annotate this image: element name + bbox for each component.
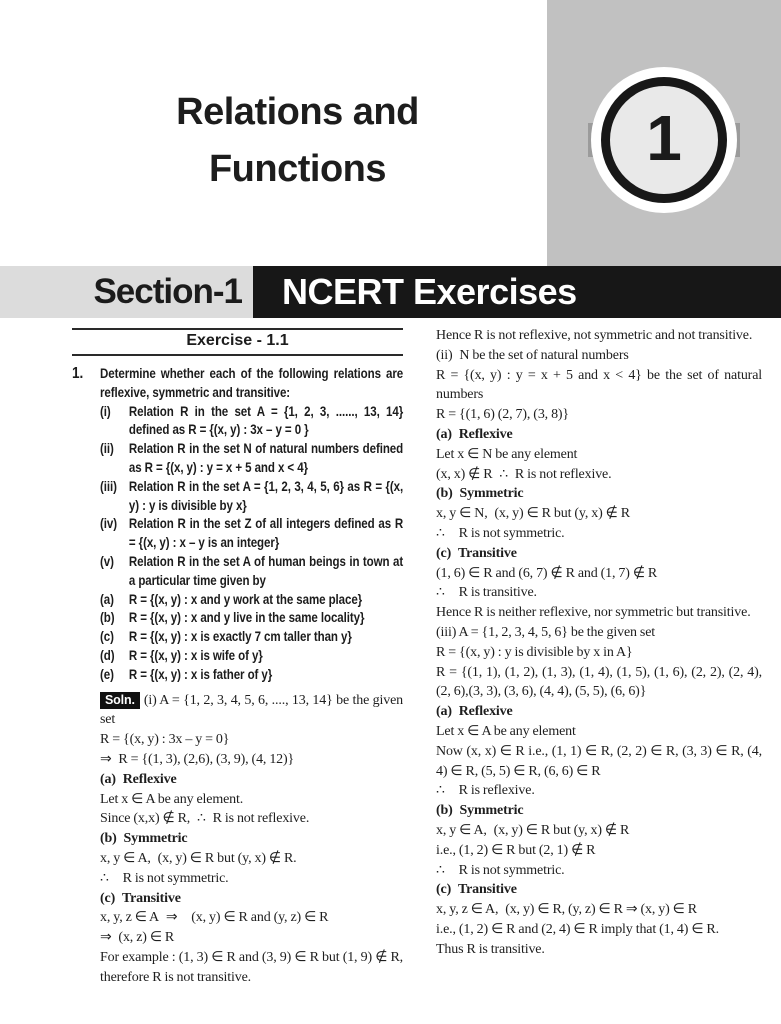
solution-label-badge: Soln. bbox=[100, 692, 140, 709]
solution-line: R = {(1, 1), (1, 2), (1, 3), (1, 4), (1, 5), (1, 6), (2, 2), (2, 4), (2, 6),(3, 3), (3, 6), (4, 4), (5, 5), (6, 6)} bbox=[436, 664, 762, 700]
solution-line: (a) Reflexive bbox=[436, 704, 513, 720]
solution-line: R = {(x, y) : y is divisible by x in A} bbox=[436, 644, 633, 660]
solution-line: ⇒ R = {(1, 3), (2,6), (3, 9), (4, 12)} bbox=[100, 751, 295, 767]
solution-line: (b) Symmetric bbox=[436, 803, 524, 819]
solution-line: x, y ∈ A, (x, y) ∈ R but (y, x) ∉ R. bbox=[100, 850, 297, 866]
solution-block bbox=[100, 691, 403, 988]
exercise-heading: Exercise - 1.1 bbox=[72, 328, 403, 356]
question-part-marker: (ii) bbox=[100, 441, 114, 457]
chapter-number-badge bbox=[601, 77, 727, 203]
solution-line: (ii) N be the set of natural numbers bbox=[436, 347, 629, 363]
question-part bbox=[100, 515, 403, 553]
question-part-marker: (c) bbox=[100, 629, 114, 645]
question-part-text: R = {(x, y) : x and y live in the same locality} bbox=[128, 610, 365, 626]
section-title: NCERT Exercises bbox=[253, 266, 781, 318]
question-parts bbox=[100, 403, 403, 685]
question-part bbox=[100, 647, 403, 666]
chapter-number: 1 bbox=[646, 102, 682, 174]
solution-line: R = {(x, y) : y = x + 5 and x < 4} be the set of natural numbers bbox=[436, 367, 762, 403]
question-part-text: R = {(x, y) : x is exactly 7 cm taller than y} bbox=[128, 629, 352, 645]
question-part bbox=[100, 609, 403, 628]
solution-line: ∴ R is not symmetric. bbox=[100, 870, 229, 886]
solution-line: (iii) A = {1, 2, 3, 4, 5, 6} be the given set bbox=[436, 624, 656, 640]
question-part-marker: (v) bbox=[100, 553, 114, 569]
solution-line: Hence R is neither reflexive, nor symmetric but transitive. bbox=[436, 605, 751, 621]
solution-intro-line bbox=[100, 691, 403, 731]
solution-line: ∴ R is reflexive. bbox=[436, 783, 535, 799]
question-part-marker: (iv) bbox=[100, 516, 117, 532]
solution-line: (c) Transitive bbox=[436, 882, 517, 898]
solution-line: ∴ R is not symmetric. bbox=[436, 862, 565, 878]
right-column bbox=[436, 326, 762, 960]
solution-line: i.e., (1, 2) ∈ R but (2, 1) ∉ R bbox=[436, 842, 596, 858]
question-part-text: Relation R in the set A of human beings in town at a particular time given by bbox=[128, 553, 404, 588]
question-part bbox=[100, 591, 403, 610]
question-part-marker: (a) bbox=[100, 591, 114, 607]
question-part-text: R = {(x, y) : x and y work at the same place} bbox=[128, 591, 363, 607]
solution-line: (c) Transitive bbox=[436, 545, 517, 561]
solution-line: ⇒ (x, z) ∈ R bbox=[100, 930, 175, 946]
solution-line: Thus R is transitive. bbox=[436, 941, 545, 957]
question-part bbox=[100, 440, 403, 478]
solution-line: (b) Symmetric bbox=[100, 831, 188, 847]
question-part-text: R = {(x, y) : x is wife of y} bbox=[128, 647, 263, 663]
question-part-text: Relation R in the set A = {1, 2, 3, 4, 5, 6} as R = {(x, y) : y is divisible by x} bbox=[128, 478, 404, 513]
solution-line: (a) Reflexive bbox=[436, 426, 513, 442]
solution-line: Now (x, x) ∈ R i.e., (1, 1) ∈ R, (2, 2) ∈ R, (3, 3) ∈ R, (4, 4) ∈ R, (5, 5) ∈ R, (6, 6) ∈ R bbox=[436, 743, 762, 779]
solution-line: Let x ∈ A be any element bbox=[436, 723, 576, 739]
chapter-title-line2: Functions bbox=[208, 148, 387, 190]
right-column-lines bbox=[436, 326, 762, 960]
solution-line: Let x ∈ N be any element bbox=[436, 446, 578, 462]
solution-intro-text: (i) A = {1, 2, 3, 4, 5, 6, ...., 13, 14} be the given set bbox=[100, 692, 403, 728]
solution-line: Let x ∈ A be any element. bbox=[100, 791, 244, 807]
chapter-title bbox=[20, 84, 575, 198]
section-label: Section-1 bbox=[0, 266, 253, 318]
solution-line: (1, 6) ∈ R and (6, 7) ∉ R and (1, 7) ∉ R bbox=[436, 565, 658, 581]
question-part bbox=[100, 628, 403, 647]
solution-lines bbox=[100, 730, 403, 987]
solution-line: R = {(1, 6) (2, 7), (3, 8)} bbox=[436, 407, 569, 423]
solution-line: Since (x,x) ∉ R, ∴ R is not reflexive. bbox=[100, 811, 310, 827]
solution-line: (b) Symmetric bbox=[436, 486, 524, 502]
question-1 bbox=[72, 365, 403, 685]
solution-line: x, y, z ∈ A, (x, y) ∈ R, (y, z) ∈ R ⇒ (x, y) ∈ R bbox=[436, 902, 697, 918]
question-part bbox=[100, 403, 403, 441]
question-part-text: R = {(x, y) : x is father of y} bbox=[128, 666, 273, 682]
solution-line: x, y ∈ N, (x, y) ∈ R but (y, x) ∉ R bbox=[436, 506, 630, 522]
question-part-text: Relation R in the set N of natural numbers defined as R = {(x, y) : y = x + 5 and x < 4} bbox=[128, 441, 404, 475]
solution-line: x, y, z ∈ A ⇒ (x, y) ∈ R and (y, z) ∈ R bbox=[100, 910, 329, 926]
question-part-marker: (b) bbox=[100, 610, 115, 626]
solution-line: ∴ R is not symmetric. bbox=[436, 525, 565, 541]
question-part-marker: (i) bbox=[100, 403, 111, 419]
left-column bbox=[72, 328, 403, 988]
solution-line: (c) Transitive bbox=[100, 890, 181, 906]
question-part bbox=[100, 553, 403, 591]
chapter-title-line1: Relations and bbox=[176, 91, 419, 133]
question-part-marker: (e) bbox=[100, 666, 114, 682]
section-banner bbox=[0, 266, 781, 318]
question-part-text: Relation R in the set A = {1, 2, 3, ......, 13, 14} defined as R = {(x, y) : 3x – y = 0 } bbox=[128, 403, 404, 438]
question-part-marker: (d) bbox=[100, 647, 115, 663]
solution-line: x, y ∈ A, (x, y) ∈ R but (y, x) ∉ R bbox=[436, 822, 630, 838]
question-part-text: Relation R in the set Z of all integers defined as R = {(x, y) : x – y is an integer} bbox=[128, 516, 404, 551]
question-intro: Determine whether each of the following relations are reflexive, symmetric and transitive: bbox=[100, 366, 404, 400]
solution-line: R = {(x, y) : 3x – y = 0} bbox=[100, 732, 230, 748]
question-part bbox=[100, 478, 403, 516]
solution-line: (a) Reflexive bbox=[100, 771, 177, 787]
solution-line: (x, x) ∉ R ∴ R is not reflexive. bbox=[436, 466, 612, 482]
question-number: 1. bbox=[72, 365, 84, 382]
solution-line: For example : (1, 3) ∈ R and (3, 9) ∈ R but (1, 9) ∉ R, therefore R is not transitive. bbox=[100, 949, 403, 985]
solution-line: i.e., (1, 2) ∈ R and (2, 4) ∈ R imply that (1, 4) ∈ R. bbox=[436, 921, 719, 937]
solution-line: Hence R is not reflexive, not symmetric and not transitive. bbox=[436, 328, 753, 343]
solution-line: ∴ R is transitive. bbox=[436, 585, 537, 601]
question-part-marker: (iii) bbox=[100, 478, 117, 494]
question-part bbox=[100, 666, 403, 685]
